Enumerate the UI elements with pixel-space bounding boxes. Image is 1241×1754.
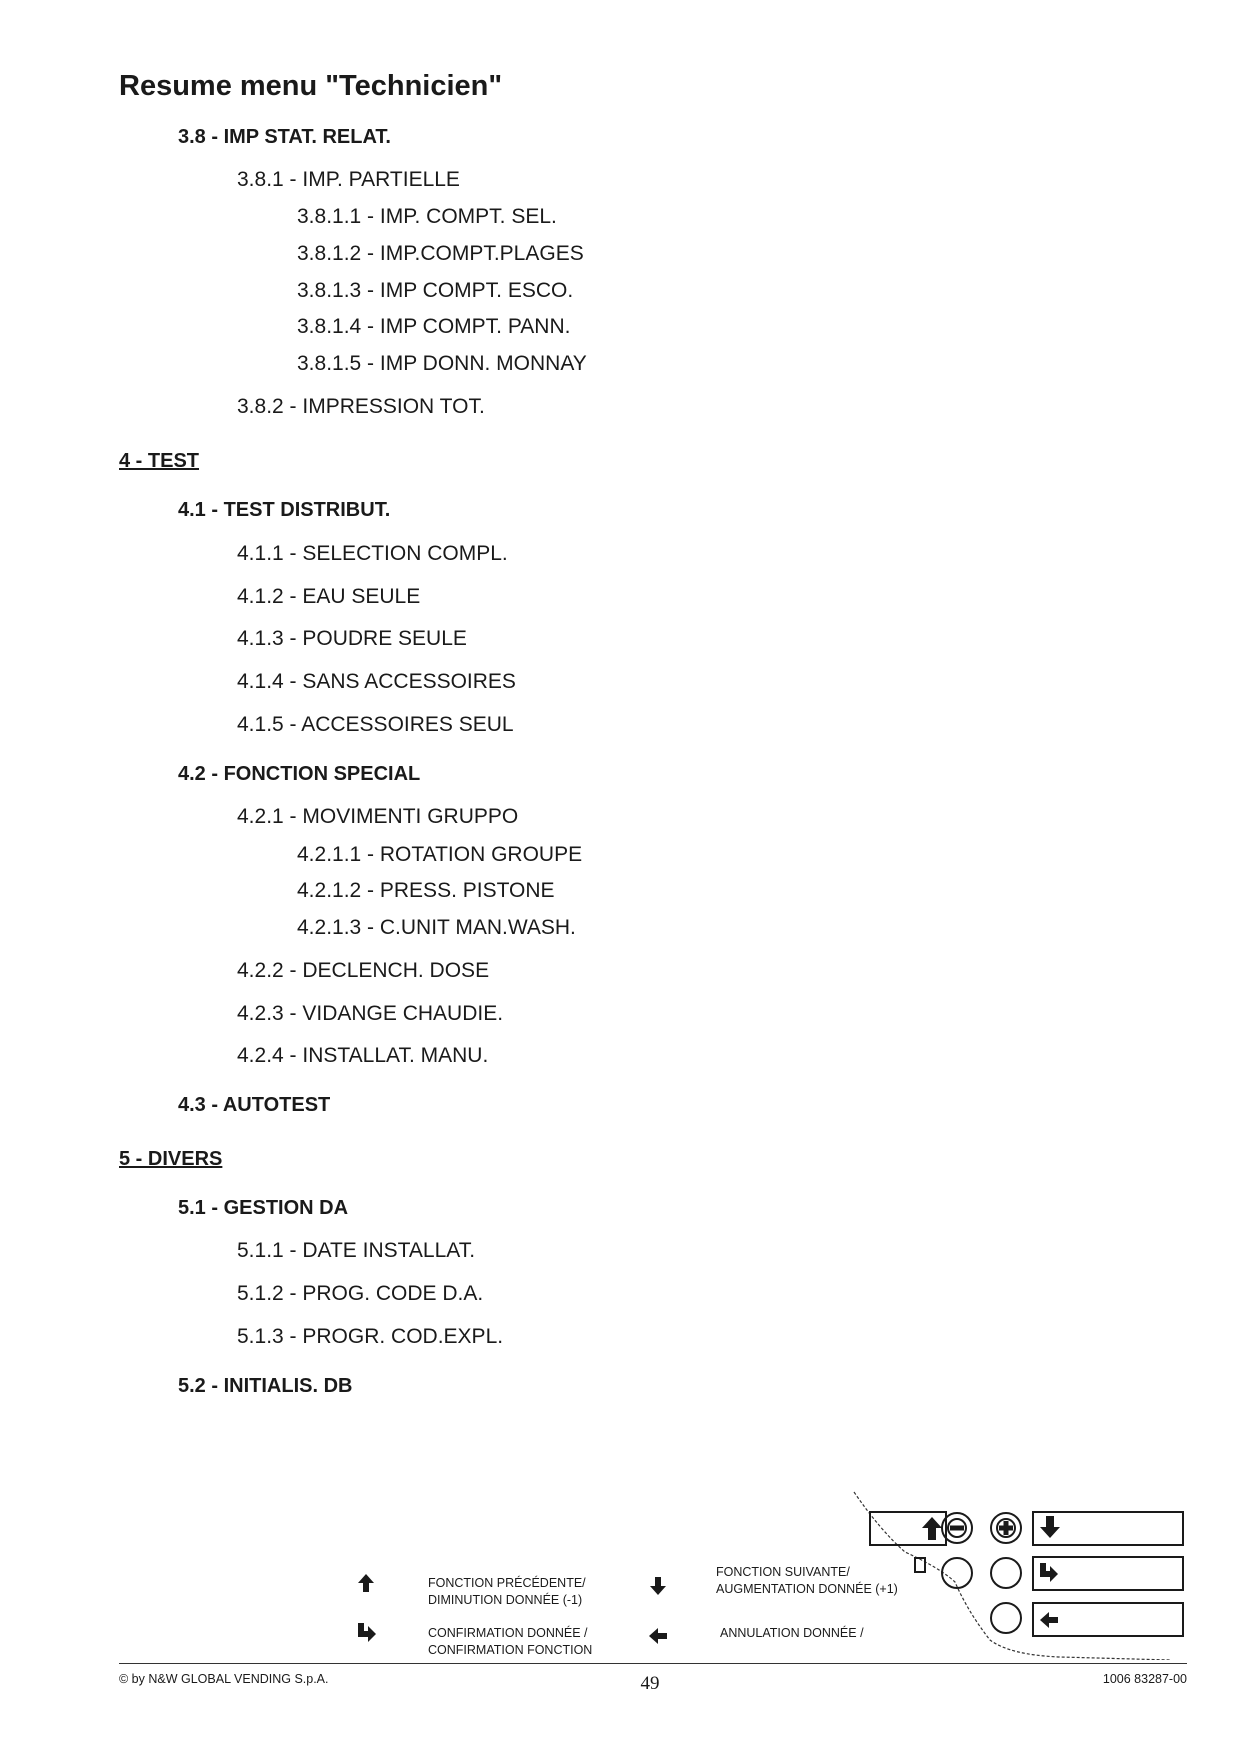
menu-item-level1: 4.3 - AUTOTEST	[178, 1094, 331, 1116]
footer-copyright: © by N&W GLOBAL VENDING S.p.A.	[119, 1672, 329, 1686]
menu-item-level2: 4.1.2 - EAU SEULE	[237, 585, 421, 608]
menu-item-level3: 3.8.1.2 - IMP.COMPT.PLAGES	[297, 242, 584, 265]
menu-item-level3: 4.2.1.1 - ROTATION GROUPE	[297, 843, 583, 866]
legend-cancel-text	[720, 1625, 864, 1642]
doc-code: 1006 83287-00	[1102, 1672, 1187, 1686]
menu-item-level2: 4.2.1 - MOVIMENTI GRUPPO	[237, 805, 519, 828]
menu-item-level2: 4.2.2 - DECLENCH. DOSE	[237, 959, 490, 982]
menu-item-level2: 4.2.3 - VIDANGE CHAUDIE.	[237, 1002, 504, 1025]
menu-item-level0: 4 - TEST	[119, 450, 200, 472]
menu-item-level2: 5.1.2 - PROG. CODE D.A.	[237, 1282, 484, 1305]
menu-item-level3: 3.8.1.1 - IMP. COMPT. SEL.	[297, 205, 557, 228]
menu-item-level2: 4.2.4 - INSTALLAT. MANU.	[237, 1044, 489, 1067]
legend-next-line2: AUGMENTATION DONNÉE (+1)	[716, 1582, 898, 1596]
minus-circle-icon	[948, 1519, 966, 1537]
arrow-up-icon	[922, 1517, 942, 1540]
arrow-left-icon	[1040, 1612, 1058, 1628]
menu-item-level1: 5.1 - GESTION DA	[178, 1197, 349, 1219]
plus-circle-icon	[997, 1519, 1015, 1537]
legend-next-line1: FONCTION SUIVANTE/	[716, 1565, 850, 1579]
menu-item-level1: 4.1 - TEST DISTRIBUT.	[178, 499, 391, 521]
menu-item-level3: 4.2.1.2 - PRESS. PISTONE	[297, 879, 555, 902]
menu-item-level1: 5.2 - INITIALIS. DB	[178, 1375, 353, 1397]
menu-item-level3: 3.8.1.5 - IMP DONN. MONNAY	[297, 352, 587, 375]
footer-divider	[119, 1663, 1187, 1664]
arrow-down-icon	[647, 1575, 669, 1597]
menu-item-level2: 5.1.3 - PROGR. COD.EXPL.	[237, 1325, 504, 1348]
page-number: 49	[640, 1673, 660, 1694]
legend-prev-line2: DIMINUTION DONNÉE (-1)	[428, 1593, 583, 1607]
menu-item-level2: 4.1.1 - SELECTION COMPL.	[237, 542, 508, 565]
menu-item-level2: 4.1.5 - ACCESSOIRES SEUL	[237, 713, 514, 736]
menu-item-level2: 3.8.2 - IMPRESSION TOT.	[237, 395, 485, 418]
legend-cancel-line1: ANNULATION DONNÉE /	[720, 1626, 864, 1640]
menu-item-level2: 3.8.1 - IMP. PARTIELLE	[237, 168, 460, 191]
menu-item-level2: 4.1.3 - POUDRE SEULE	[237, 627, 467, 650]
legend-confirm-line1: CONFIRMATION DONNÉE /	[428, 1626, 588, 1640]
arrow-down-icon	[1040, 1516, 1060, 1538]
menu-item-level2: 4.1.4 - SANS ACCESSOIRES	[237, 670, 516, 693]
menu-item-level2: 5.1.1 - DATE INSTALLAT.	[237, 1239, 476, 1262]
menu-item-level1: 4.2 - FONCTION SPECIAL	[178, 763, 421, 785]
keypad-illustration	[850, 1490, 1190, 1660]
enter-arrow-icon	[355, 1621, 377, 1643]
menu-item-level0: 5 - DIVERS	[119, 1148, 223, 1170]
legend-confirm-text	[428, 1625, 592, 1659]
page-title: Resume menu "Technicien"	[119, 70, 503, 102]
legend-prev-line1: FONCTION PRÉCÉDENTE/	[428, 1576, 586, 1590]
menu-item-level3: 3.8.1.4 - IMP COMPT. PANN.	[297, 315, 571, 338]
arrow-left-icon	[647, 1625, 669, 1647]
legend-confirm-line2: CONFIRMATION FONCTION	[428, 1643, 593, 1657]
menu-item-level1: 3.8 - IMP STAT. RELAT.	[178, 126, 391, 148]
enter-arrow-icon	[1040, 1563, 1058, 1582]
menu-item-level3: 3.8.1.3 - IMP COMPT. ESCO.	[297, 279, 574, 302]
arrow-up-icon	[355, 1572, 377, 1594]
menu-item-level3: 4.2.1.3 - C.UNIT MAN.WASH.	[297, 916, 576, 939]
legend-prev-text	[428, 1575, 586, 1609]
